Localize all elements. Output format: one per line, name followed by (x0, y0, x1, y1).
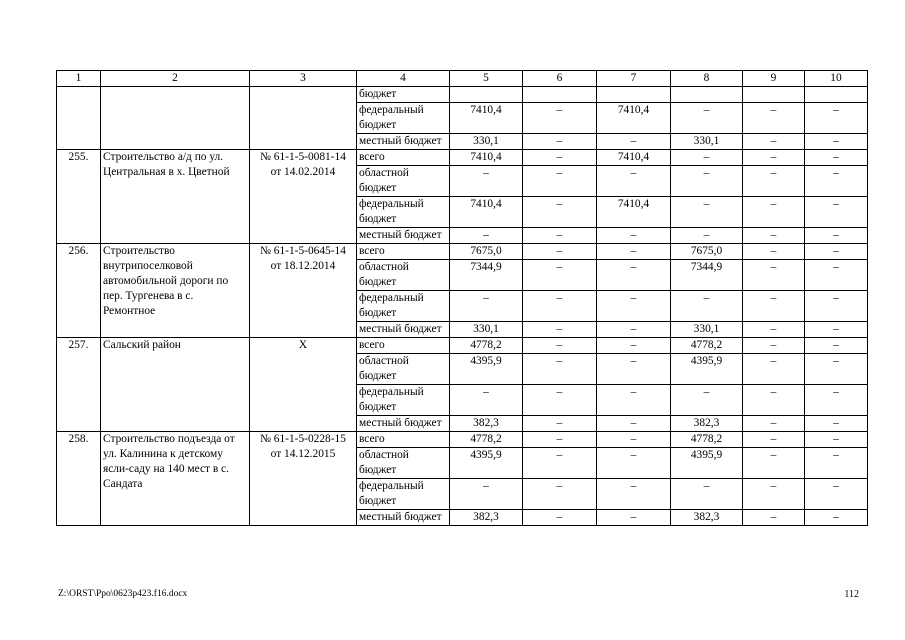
column-header: 3 (250, 71, 357, 87)
budget-type-cell: федеральный бюджет (357, 385, 450, 416)
value-cell: – (743, 228, 805, 244)
value-cell: – (523, 244, 597, 260)
value-cell: 382,3 (671, 416, 743, 432)
value-cell: – (671, 228, 743, 244)
value-cell: – (805, 416, 868, 432)
value-cell: – (671, 291, 743, 322)
budget-type-cell: местный бюджет (357, 510, 450, 526)
column-header: 7 (597, 71, 671, 87)
value-cell: – (671, 166, 743, 197)
value-cell: 4778,2 (671, 338, 743, 354)
value-cell (523, 87, 597, 103)
value-cell: – (523, 291, 597, 322)
value-cell: – (671, 150, 743, 166)
value-cell (450, 87, 523, 103)
budget-type-cell: местный бюджет (357, 134, 450, 150)
column-header: 6 (523, 71, 597, 87)
value-cell: 4395,9 (450, 448, 523, 479)
value-cell: – (523, 150, 597, 166)
budget-type-cell: всего (357, 432, 450, 448)
value-cell: 4395,9 (671, 354, 743, 385)
table-row (57, 244, 868, 260)
value-cell: – (743, 354, 805, 385)
value-cell: – (597, 479, 671, 510)
value-cell: – (805, 291, 868, 322)
value-cell: – (450, 291, 523, 322)
column-number-row (57, 71, 868, 87)
document-cell (250, 338, 357, 432)
row-number-cell: 256. (57, 244, 101, 338)
value-cell: – (597, 338, 671, 354)
value-cell: 330,1 (450, 322, 523, 338)
value-cell: – (743, 197, 805, 228)
document-cell (250, 432, 357, 526)
value-cell: – (523, 338, 597, 354)
value-cell: – (743, 150, 805, 166)
value-cell: – (597, 385, 671, 416)
table-row (57, 150, 868, 166)
value-cell: – (597, 354, 671, 385)
table-row (57, 338, 868, 354)
value-cell: – (805, 510, 868, 526)
value-cell: – (450, 385, 523, 416)
document-number: № 61-1-5-0228-15 (260, 433, 346, 445)
value-cell: – (805, 479, 868, 510)
value-cell: – (743, 134, 805, 150)
value-cell: – (597, 510, 671, 526)
value-cell (671, 87, 743, 103)
column-header: 1 (57, 71, 101, 87)
value-cell: – (805, 385, 868, 416)
value-cell: 7410,4 (450, 103, 523, 134)
value-cell (597, 87, 671, 103)
value-cell: – (805, 448, 868, 479)
column-header: 10 (805, 71, 868, 87)
value-cell: – (597, 291, 671, 322)
budget-table (56, 70, 868, 526)
value-cell: – (805, 260, 868, 291)
value-cell: 7410,4 (450, 197, 523, 228)
value-cell: 7410,4 (597, 103, 671, 134)
document-cell (250, 150, 357, 244)
value-cell: – (450, 166, 523, 197)
budget-type-cell: областной бюджет (357, 260, 450, 291)
column-header: 8 (671, 71, 743, 87)
document-date: от 14.12.2015 (270, 448, 336, 460)
object-name-cell (101, 244, 250, 338)
object-name-cell (101, 87, 250, 150)
value-cell: 4778,2 (450, 432, 523, 448)
budget-type-cell: местный бюджет (357, 228, 450, 244)
value-cell: – (743, 338, 805, 354)
value-cell: 4778,2 (671, 432, 743, 448)
value-cell: – (450, 228, 523, 244)
value-cell: – (523, 228, 597, 244)
object-name-cell (101, 432, 250, 526)
value-cell: – (743, 432, 805, 448)
value-cell: – (805, 103, 868, 134)
value-cell: – (805, 150, 868, 166)
budget-type-cell: областной бюджет (357, 448, 450, 479)
budget-type-cell: федеральный бюджет (357, 291, 450, 322)
value-cell: – (597, 322, 671, 338)
value-cell: 7410,4 (450, 150, 523, 166)
value-cell: 330,1 (671, 322, 743, 338)
value-cell: – (671, 385, 743, 416)
value-cell: 4395,9 (671, 448, 743, 479)
budget-type-cell: федеральный бюджет (357, 103, 450, 134)
value-cell (743, 87, 805, 103)
value-cell: 382,3 (671, 510, 743, 526)
value-cell: – (523, 134, 597, 150)
value-cell: – (597, 244, 671, 260)
footer-file-path: Z:\ORST\Ppo\0623p423.f16.docx (58, 589, 188, 599)
value-cell: 330,1 (450, 134, 523, 150)
budget-type-cell: областной бюджет (357, 166, 450, 197)
value-cell: – (523, 510, 597, 526)
value-cell: – (523, 385, 597, 416)
budget-type-cell: федеральный бюджет (357, 197, 450, 228)
value-cell: – (743, 448, 805, 479)
column-header: 5 (450, 71, 523, 87)
value-cell: – (597, 416, 671, 432)
value-cell: 4778,2 (450, 338, 523, 354)
object-name-cell (101, 150, 250, 244)
value-cell: – (743, 103, 805, 134)
document-date: от 14.02.2014 (270, 166, 336, 178)
value-cell: – (671, 479, 743, 510)
value-cell: 7675,0 (671, 244, 743, 260)
value-cell: 4395,9 (450, 354, 523, 385)
value-cell: 7675,0 (450, 244, 523, 260)
value-cell: – (805, 134, 868, 150)
value-cell: – (805, 338, 868, 354)
row-number-cell: 257. (57, 338, 101, 432)
value-cell: 382,3 (450, 416, 523, 432)
value-cell: 7344,9 (450, 260, 523, 291)
budget-type-cell: областной бюджет (357, 354, 450, 385)
value-cell: – (743, 291, 805, 322)
table-row (57, 87, 868, 103)
value-cell: – (523, 322, 597, 338)
value-cell: – (671, 103, 743, 134)
row-number-cell (57, 87, 101, 150)
column-header: 4 (357, 71, 450, 87)
value-cell: – (805, 322, 868, 338)
value-cell: 7410,4 (597, 150, 671, 166)
value-cell: – (805, 166, 868, 197)
value-cell: 382,3 (450, 510, 523, 526)
value-cell (805, 87, 868, 103)
value-cell: – (523, 432, 597, 448)
value-cell: – (597, 134, 671, 150)
value-cell: – (523, 103, 597, 134)
budget-type-cell: федеральный бюджет (357, 479, 450, 510)
value-cell: – (743, 244, 805, 260)
object-name-cell (101, 338, 250, 432)
column-header: 2 (101, 71, 250, 87)
value-cell: – (597, 432, 671, 448)
document-number: Х (298, 339, 308, 351)
value-cell: – (523, 260, 597, 291)
row-number-cell: 255. (57, 150, 101, 244)
value-cell: – (597, 228, 671, 244)
value-cell: 330,1 (671, 134, 743, 150)
document-number: № 61-1-5-0645-14 (260, 245, 346, 257)
budget-type-cell: всего (357, 338, 450, 354)
value-cell: – (743, 260, 805, 291)
budget-type-cell: всего (357, 244, 450, 260)
value-cell: 7344,9 (671, 260, 743, 291)
document-cell (250, 244, 357, 338)
document-cell (250, 87, 357, 150)
value-cell: – (523, 448, 597, 479)
value-cell: – (597, 448, 671, 479)
value-cell: – (523, 166, 597, 197)
document-date: от 18.12.2014 (270, 260, 336, 272)
value-cell: – (523, 479, 597, 510)
value-cell: – (743, 416, 805, 432)
budget-type-cell: бюджет (357, 87, 450, 103)
value-cell: – (805, 244, 868, 260)
document-number: № 61-1-5-0081-14 (260, 151, 346, 163)
value-cell: – (523, 416, 597, 432)
value-cell: – (743, 166, 805, 197)
value-cell: – (597, 166, 671, 197)
value-cell: – (523, 354, 597, 385)
value-cell: – (743, 385, 805, 416)
value-cell: – (743, 479, 805, 510)
value-cell: – (523, 197, 597, 228)
object-name-text: Строительство а/д по ул. Центральная в х. Цветной (103, 151, 230, 178)
value-cell: – (743, 322, 805, 338)
footer-page-number: 112 (844, 589, 859, 600)
object-name-text: Строительство внутрипоселковой автомобильной дороги по пер. Тургенева в с. Ремонтное (103, 245, 229, 317)
value-cell: – (805, 432, 868, 448)
row-number-cell: 258. (57, 432, 101, 526)
value-cell: – (597, 260, 671, 291)
value-cell: – (805, 228, 868, 244)
object-name-text: Сальский район (103, 339, 181, 351)
value-cell: – (805, 354, 868, 385)
value-cell: – (805, 197, 868, 228)
table-body (57, 87, 868, 526)
value-cell: 7410,4 (597, 197, 671, 228)
value-cell: – (450, 479, 523, 510)
value-cell: – (743, 510, 805, 526)
object-name-text: Строительство подъезда от ул. Калинина к детскому ясли-саду на 140 мест в с. Сандата (103, 433, 235, 490)
column-header: 9 (743, 71, 805, 87)
table-row (57, 432, 868, 448)
budget-type-cell: всего (357, 150, 450, 166)
value-cell: – (671, 197, 743, 228)
budget-type-cell: местный бюджет (357, 416, 450, 432)
budget-type-cell: местный бюджет (357, 322, 450, 338)
